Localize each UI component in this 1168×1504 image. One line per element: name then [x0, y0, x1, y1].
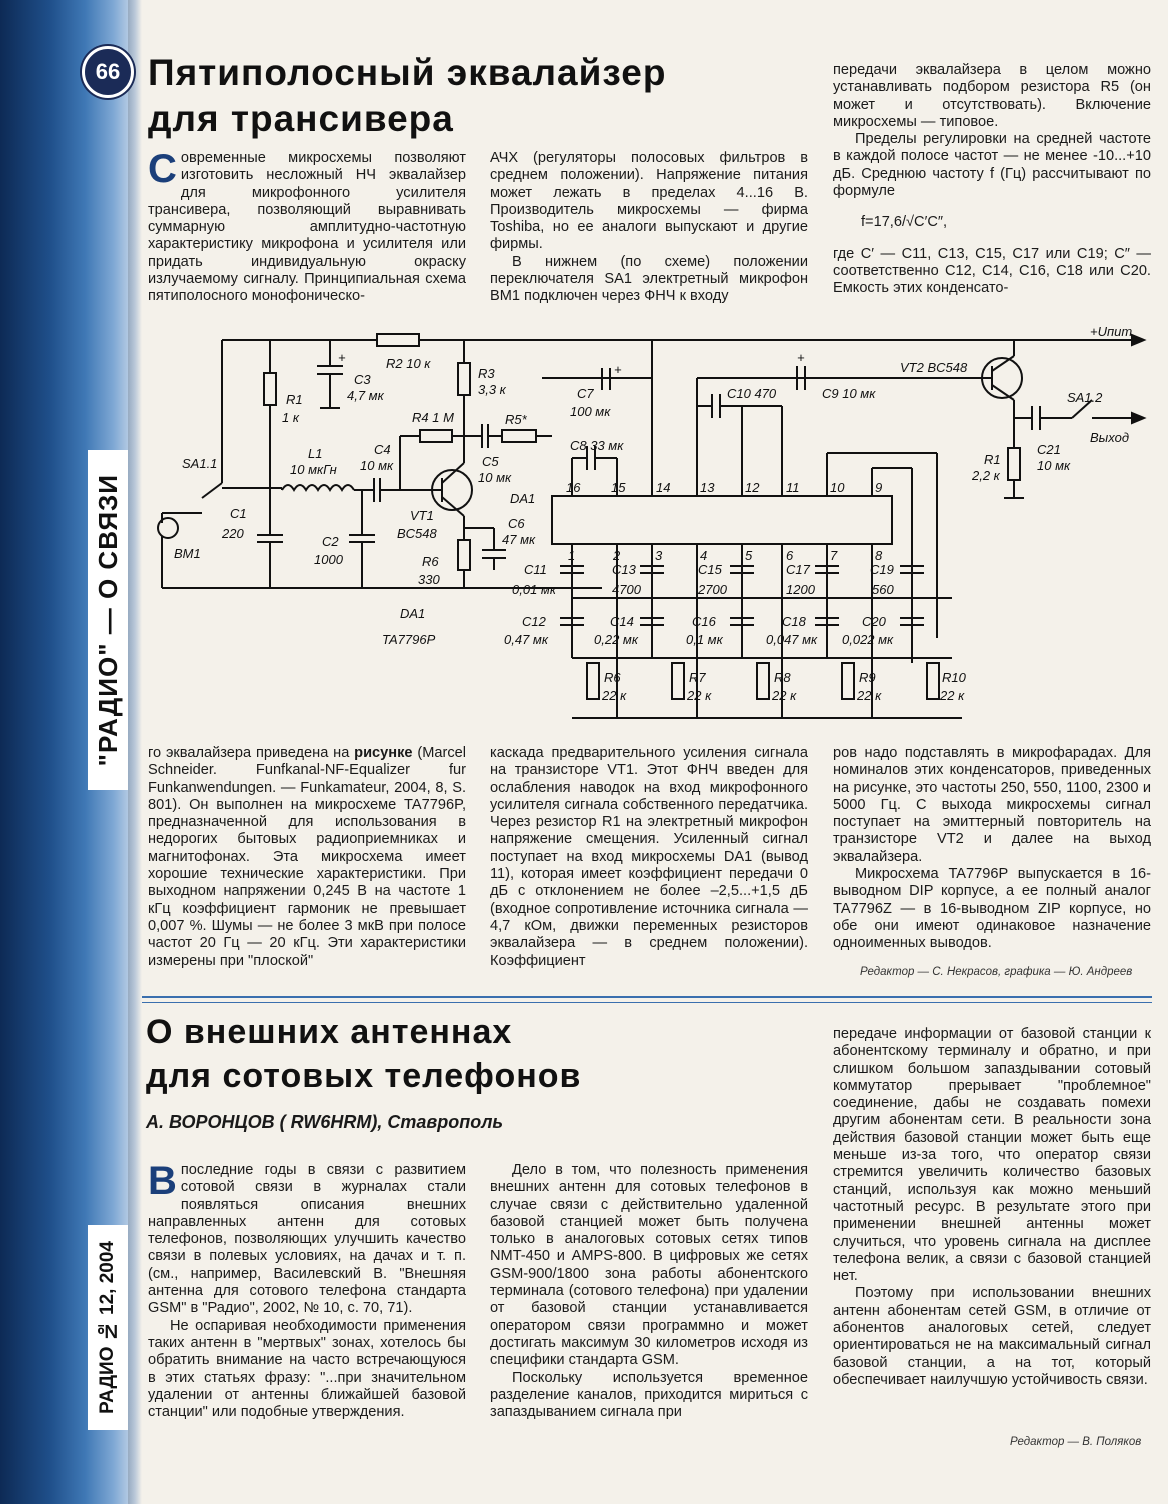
svg-text:VT1: VT1 — [410, 508, 434, 523]
label-out: Выход — [1090, 430, 1130, 445]
svg-text:9: 9 — [875, 480, 883, 495]
article2-col3: передаче информации от базовой станции к абонентскому терминалу и обратно, и при слишком большом запаздывании сотовый коммутатор прерывает "проблемное" соединение, дабы не создавать помехи другим абонентам сети. В реальности зона действия базовой станции может быть еще меньше из-за того, что оператор связи стремится увеличить количество базовых станций, используя как можно меньший частотный ресурс. В результате этого при применении внешней антенны может случиться, что уровень сигнала на дисплее телефона велик, а связи с базовой станцией нет. Поэтому при использовании внешних антенн абонентам сетей GSM, в отличие от абонентов аналоговых сетей, следует ориентироваться не на максимальный сигнал базовой станции, а на тот, который обеспечивает наилучшую устойчивость связи. — [833, 1026, 1151, 1388]
svg-text:SA1.1: SA1.1 — [182, 456, 218, 471]
svg-text:0,22 мк: 0,22 мк — [594, 632, 638, 647]
svg-text:C12: C12 — [522, 614, 546, 629]
svg-text:0,47 мк: 0,47 мк — [504, 632, 548, 647]
svg-text:R6: R6 — [604, 670, 621, 685]
svg-text:C1: C1 — [230, 506, 247, 521]
svg-text:BM1: BM1 — [174, 546, 201, 561]
svg-text:3,3 к: 3,3 к — [478, 382, 506, 397]
svg-text:C13: C13 — [612, 562, 636, 577]
svg-text:C11: C11 — [524, 562, 547, 577]
label-vt2: VT2 BC548 — [900, 360, 968, 375]
svg-text:0,01 мк: 0,01 мк — [512, 582, 556, 597]
svg-text:C8 33 мк: C8 33 мк — [570, 438, 624, 453]
svg-text:TA7796P: TA7796P — [382, 632, 436, 647]
page-number: 66 — [82, 46, 134, 98]
svg-text:10 мкГн: 10 мкГн — [290, 462, 337, 477]
svg-text:C14: C14 — [610, 614, 634, 629]
svg-text:C16: C16 — [692, 614, 716, 629]
svg-text:C2: C2 — [322, 534, 339, 549]
svg-text:R6: R6 — [422, 554, 439, 569]
svg-text:7: 7 — [830, 548, 838, 563]
svg-text:C6: C6 — [508, 516, 525, 531]
svg-text:11: 11 — [786, 480, 800, 495]
article1-lower-col3: ров надо подставлять в микрофарадах. Для номиналов этих конденсаторов, приведенных на рисунке, это частоты 250, 550, 1100, 2300 и 5000 Гц. С выхода микросхемы сигнал поступает на эмиттерный повторитель на транзисторе VT2 и далее на выход эквалайзера. Микросхема TA7796P выпускается в 16-выводном DIP корпусе, а ее полный аналог TA7796Z — в 16-выводном ZIP корпусе, но обе они имеют одинаковое назначение одноименных выводов. — [833, 745, 1151, 952]
svg-text:C18: C18 — [782, 614, 806, 629]
svg-text:3: 3 — [655, 548, 663, 563]
svg-text:10 мк: 10 мк — [1037, 458, 1071, 473]
svg-text:1: 1 — [568, 548, 576, 563]
svg-text:22 к: 22 к — [857, 688, 882, 703]
svg-text:C7: C7 — [577, 386, 594, 401]
svg-text:L1: L1 — [308, 446, 323, 461]
svg-text:220: 220 — [222, 526, 244, 541]
svg-text:16: 16 — [566, 480, 581, 495]
svg-text:4,7 мк: 4,7 мк — [347, 388, 384, 403]
svg-text:C3: C3 — [354, 372, 371, 387]
svg-text:C20: C20 — [862, 614, 886, 629]
svg-text:14: 14 — [656, 480, 671, 495]
svg-text:1000: 1000 — [314, 552, 343, 567]
svg-text:C5: C5 — [482, 454, 499, 469]
article1-lower-col1: го эквалайзера приведена на рисунке (Marcel Schneider. Funfkanal-NF-Equalizer fur Funkanwendungen. — Funkamateur, 2004, 8, S. 801). Он выполнен на микросхеме TA7796P, предназначенной для использования в недорогих бытовых радиоприемниках и магнитофонах. Эта микросхема имеет хорошие технические характеристики. При выходном напряжении 0,245 В на частоте 1 кГц коэффициент гармоник не превышает 0,007 %. Шумы — не более 3 мкВ при полосе частот 20 Гц — 20 кГц. Эти характеристики измерены при "плоской" — [148, 745, 467, 969]
svg-text:C19: C19 — [870, 562, 894, 577]
article1-title: Пятиполосный эквалайзер для трансивера — [148, 52, 667, 139]
svg-text:R1: R1 — [286, 392, 303, 407]
svg-text:2700: 2700 — [698, 582, 727, 597]
article2-col2: Дело в том, что полезность применения внешних антенн для сотовых телефонов в случае связи с действительно удаленной базовой станцией может быть получена только в аналоговых сотовых сетях типов NMT-450 и AMPS-800. В цифровых же сетях GSM-900/1800 зона работы абонентского терминала (сотового телефона) при удалении от базовой станции устанавливается оператором связи программно и может достигать максимум 30 километров исходя из специфики стандарта GSM. Поскольку используется временное разделение каналов, приходится мириться с запаздыванием сигнала при — [490, 1162, 808, 1421]
article-separator — [142, 996, 1152, 1003]
svg-text:0,047 мк: 0,047 мк — [766, 632, 818, 647]
svg-text:10: 10 — [830, 480, 845, 495]
svg-text:BC548: BC548 — [397, 526, 437, 541]
formula: f=17,6/√C′C″, — [861, 214, 948, 231]
svg-text:100 мк: 100 мк — [570, 404, 611, 419]
svg-text:+: + — [614, 362, 622, 377]
svg-text:1 к: 1 к — [282, 410, 299, 425]
svg-text:10 мк: 10 мк — [360, 458, 394, 473]
article2-editor: Редактор — В. Поляков — [1010, 1436, 1142, 1448]
svg-text:C21: C21 — [1037, 442, 1061, 457]
dropcap: С — [148, 147, 177, 191]
svg-text:R9: R9 — [859, 670, 876, 685]
svg-text:DA1: DA1 — [510, 491, 536, 506]
svg-text:+: + — [797, 350, 805, 365]
byline: А. ВОРОНЦОВ ( RW6HRM), Ставрополь — [146, 1112, 504, 1132]
svg-text:0,1 мк: 0,1 мк — [686, 632, 723, 647]
svg-text:6: 6 — [786, 548, 794, 563]
article1-col1: Современные микросхемы позволяют изготовить несложный НЧ эквалайзер для микрофонного усилителя трансивера, позволяющий выравнивать суммарную амплитудно-частотную характеристику микрофона и усилителя или придать индивидуальную окраску излучаемому сигналу. Принципиальная схема пятиполосного монофоническо- — [148, 147, 466, 305]
article2-col1: Впоследние годы в связи с развитием сотовой связи в журналах стали появляться описания внешних направленных антенн для сотовых телефонов, позволяющих улучшить качество связи в полевых условиях, на дачах и т. п. (см., например, Василевский В. "Внешняя антенна для сотового телефона стандарта GSM" в "Радио", 2002, № 10, с. 70, 71). Не оспаривая необходимости применения таких антенн в "мертвых" зонах, хотелось бы обратить внимание на часто встречающуюся в этих статьях фразу: "...при значительном удалении от антенны ближайшей базовой станции" или подобные утверждения. — [148, 1159, 466, 1421]
svg-text:2,2 к: 2,2 к — [972, 468, 1000, 483]
svg-text:22 к: 22 к — [940, 688, 965, 703]
article1-col2: АЧХ (регуляторы полосовых фильтров в среднем положении). Напряжение питания может лежать в пределах 4...16 В. Производитель микросхемы — фирма Toshiba, но ее аналоги выпускают и другие фирмы. В нижнем (по схеме) положении переключателя SA1 электретный микрофон ВМ1 подключен через ФНЧ к входу — [490, 150, 808, 305]
svg-text:C15: C15 — [698, 562, 722, 577]
article2-title: О внешних антеннах для сотовых телефонов — [146, 1013, 582, 1095]
svg-text:R7: R7 — [689, 670, 706, 685]
svg-text:13: 13 — [700, 480, 715, 495]
svg-text:C4: C4 — [374, 442, 391, 457]
svg-text:R2 10 к: R2 10 к — [386, 356, 431, 371]
svg-text:C17: C17 — [786, 562, 810, 577]
page-fold — [128, 0, 142, 1504]
svg-text:0,022 мк: 0,022 мк — [842, 632, 894, 647]
label-upit: +Uпит — [1090, 324, 1133, 339]
svg-text:330: 330 — [418, 572, 440, 587]
svg-text:560: 560 — [872, 582, 894, 597]
svg-text:1200: 1200 — [786, 582, 815, 597]
circuit-schematic — [142, 318, 1152, 738]
svg-text:47 мк: 47 мк — [502, 532, 536, 547]
svg-text:22 к: 22 к — [602, 688, 627, 703]
section-label: "РАДИО" — О СВЯЗИ — [88, 450, 128, 790]
svg-text:+: + — [338, 350, 346, 365]
svg-text:C10 470: C10 470 — [727, 386, 777, 401]
svg-text:10 мк: 10 мк — [478, 470, 512, 485]
svg-text:12: 12 — [745, 480, 760, 495]
svg-text:22 к: 22 к — [772, 688, 797, 703]
svg-text:R10: R10 — [942, 670, 966, 685]
svg-text:4: 4 — [700, 548, 708, 563]
svg-text:R4 1 М: R4 1 М — [412, 410, 454, 425]
svg-text:5: 5 — [745, 548, 753, 563]
article1-editor: Редактор — С. Некрасов, графика — Ю. Андреев — [860, 966, 1133, 978]
svg-text:R1: R1 — [984, 452, 1001, 467]
article1-col3: передачи эквалайзера в целом можно устанавливать подбором резистора R5 (он может и отсутствовать). Включение микросхемы — типовое. Пределы регулировки на средней частоте в каждой полосе частот — не менее -10...+10 дБ. Среднюю частоту f (Гц) рассчитывают по формуле f=17,6/√C′C″, где С′ — С11, С13, С15, С17 или С19; С″ — соответственно С12, С14, С16, С18 или С20. Емкость этих конденсато- — [833, 62, 1151, 297]
svg-text:15: 15 — [611, 480, 626, 495]
issue-label: РАДИО № 12, 2004 — [88, 1225, 128, 1430]
svg-text:4700: 4700 — [612, 582, 641, 597]
svg-text:DA1: DA1 — [400, 606, 426, 621]
article1-lower-col2: каскада предварительного усиления сигнала на транзисторе VT1. Этот ФНЧ введен для ослабления наводок на вход микрофонного усилителя сигнала собственного передатчика. Через резистор R1 на электретный микрофон напряжение смещения. Усиленный сигнал поступает на вход микросхемы DA1 (вывод 11), которая имеет коэффициент передачи 0 дБ с отклонением не более –2,5...+1,5 дБ (входное сопротивление источника сигнала — 4,7 кОм, движки переменных резисторов эквалайзера — в среднем положении). Коэффициент — [490, 745, 808, 969]
svg-text:8: 8 — [875, 548, 883, 563]
svg-text:C9 10 мк: C9 10 мк — [822, 386, 876, 401]
svg-text:R3: R3 — [478, 366, 495, 381]
svg-text:2: 2 — [613, 548, 621, 563]
label-sa12: SA1.2 — [1067, 390, 1103, 405]
svg-text:R8: R8 — [774, 670, 791, 685]
svg-text:R5*: R5* — [505, 412, 527, 427]
svg-text:22 к: 22 к — [687, 688, 712, 703]
